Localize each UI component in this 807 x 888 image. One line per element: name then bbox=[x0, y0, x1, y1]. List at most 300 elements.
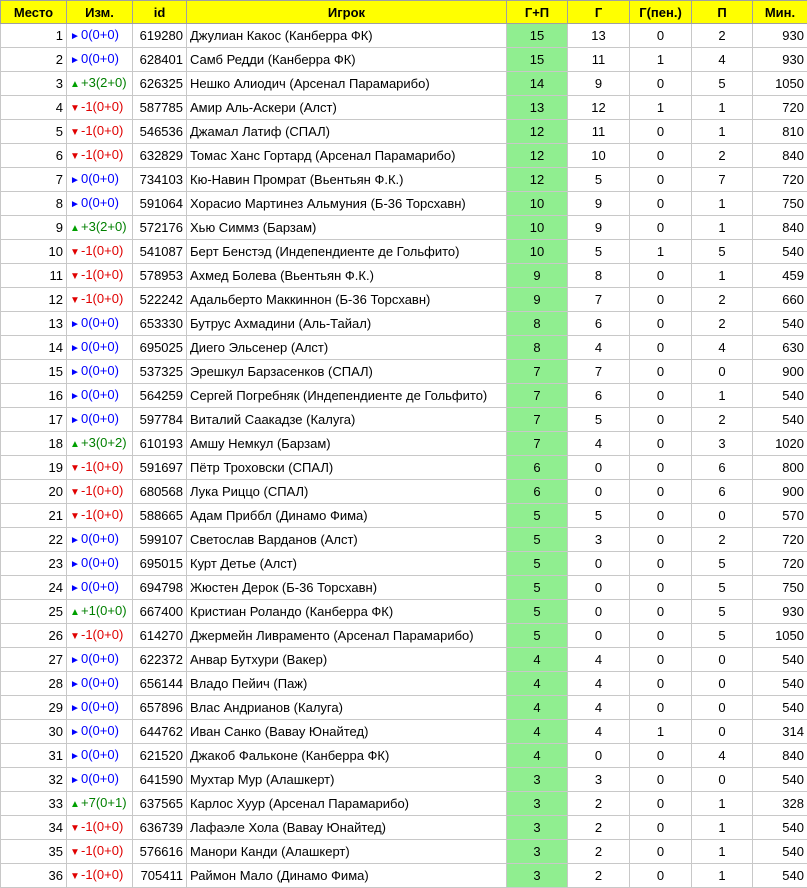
change-cell bbox=[67, 336, 133, 360]
player-cell: Манори Канди (Алашкерт) bbox=[187, 840, 507, 864]
minutes-cell: 900 bbox=[753, 360, 807, 384]
place-cell: 24 bbox=[1, 576, 67, 600]
assists-cell: 0 bbox=[692, 696, 753, 720]
minutes-cell: 540 bbox=[753, 696, 807, 720]
change-cell bbox=[67, 240, 133, 264]
goals-cell: 0 bbox=[568, 456, 630, 480]
assists-cell: 2 bbox=[692, 24, 753, 48]
table-row[interactable] bbox=[1, 336, 807, 360]
penalty-goals-cell: 0 bbox=[630, 792, 692, 816]
id-cell: 653330 bbox=[133, 312, 187, 336]
id-cell: 572176 bbox=[133, 216, 187, 240]
assists-cell: 1 bbox=[692, 792, 753, 816]
penalty-goals-cell: 0 bbox=[630, 600, 692, 624]
assists-cell: 0 bbox=[692, 720, 753, 744]
place-cell: 33 bbox=[1, 792, 67, 816]
change-cell bbox=[67, 216, 133, 240]
table-row[interactable] bbox=[1, 24, 807, 48]
goals-plus-assists-cell: 10 bbox=[507, 216, 568, 240]
goals-cell: 2 bbox=[568, 792, 630, 816]
arrow-down-icon: ▼ bbox=[70, 626, 79, 647]
penalty-goals-cell: 0 bbox=[630, 576, 692, 600]
minutes-cell: 540 bbox=[753, 312, 807, 336]
table-row[interactable] bbox=[1, 216, 807, 240]
penalty-goals-cell: 0 bbox=[630, 24, 692, 48]
table-row[interactable] bbox=[1, 576, 807, 600]
id-cell: 546536 bbox=[133, 120, 187, 144]
arrow-right-icon: ► bbox=[70, 698, 79, 719]
goals-plus-assists-cell: 5 bbox=[507, 576, 568, 600]
table-row[interactable] bbox=[1, 456, 807, 480]
table-row[interactable] bbox=[1, 864, 807, 888]
place-cell: 20 bbox=[1, 480, 67, 504]
header-minutes[interactable]: Мин. bbox=[753, 1, 807, 24]
change-value: 0(0+0) bbox=[81, 531, 119, 546]
header-goals[interactable]: Г bbox=[568, 1, 630, 24]
assists-cell: 2 bbox=[692, 288, 753, 312]
change-cell bbox=[67, 744, 133, 768]
player-cell: Анвар Бутхури (Вакер) bbox=[187, 648, 507, 672]
arrow-up-icon: ▲ bbox=[70, 794, 79, 815]
arrow-down-icon: ▼ bbox=[70, 842, 79, 863]
header-penalty-goals[interactable]: Г(пен.) bbox=[630, 1, 692, 24]
change-value: -1(0+0) bbox=[81, 267, 123, 282]
assists-cell: 3 bbox=[692, 432, 753, 456]
id-cell: 599107 bbox=[133, 528, 187, 552]
table-row[interactable] bbox=[1, 816, 807, 840]
arrow-up-icon: ▲ bbox=[70, 218, 79, 239]
goals-cell: 7 bbox=[568, 288, 630, 312]
place-cell: 4 bbox=[1, 96, 67, 120]
goals-cell: 9 bbox=[568, 216, 630, 240]
change-value: 0(0+0) bbox=[81, 699, 119, 714]
minutes-cell: 840 bbox=[753, 744, 807, 768]
player-cell: Влас Андрианов (Калуга) bbox=[187, 696, 507, 720]
penalty-goals-cell: 0 bbox=[630, 384, 692, 408]
minutes-cell: 1050 bbox=[753, 624, 807, 648]
arrow-down-icon: ▼ bbox=[70, 866, 79, 887]
table-row[interactable] bbox=[1, 840, 807, 864]
penalty-goals-cell: 0 bbox=[630, 624, 692, 648]
penalty-goals-cell: 0 bbox=[630, 480, 692, 504]
table-row[interactable] bbox=[1, 672, 807, 696]
arrow-down-icon: ▼ bbox=[70, 266, 79, 287]
id-cell: 541087 bbox=[133, 240, 187, 264]
goals-cell: 5 bbox=[568, 504, 630, 528]
arrow-right-icon: ► bbox=[70, 746, 79, 767]
arrow-right-icon: ► bbox=[70, 338, 79, 359]
change-cell bbox=[67, 456, 133, 480]
place-cell: 16 bbox=[1, 384, 67, 408]
minutes-cell: 328 bbox=[753, 792, 807, 816]
penalty-goals-cell: 0 bbox=[630, 648, 692, 672]
table-row[interactable] bbox=[1, 744, 807, 768]
player-cell: Адальберто Маккиннон (Б-36 Торсхавн) bbox=[187, 288, 507, 312]
goals-cell: 4 bbox=[568, 648, 630, 672]
change-value: 0(0+0) bbox=[81, 363, 119, 378]
change-value: 0(0+0) bbox=[81, 315, 119, 330]
table-row[interactable] bbox=[1, 432, 807, 456]
penalty-goals-cell: 0 bbox=[630, 744, 692, 768]
goals-plus-assists-cell: 4 bbox=[507, 696, 568, 720]
place-cell: 15 bbox=[1, 360, 67, 384]
change-value: -1(0+0) bbox=[81, 507, 123, 522]
goals-cell: 4 bbox=[568, 672, 630, 696]
header-assists[interactable]: П bbox=[692, 1, 753, 24]
goals-cell: 6 bbox=[568, 312, 630, 336]
penalty-goals-cell: 0 bbox=[630, 336, 692, 360]
penalty-goals-cell: 0 bbox=[630, 216, 692, 240]
player-cell: Кристиан Роландо (Канберра ФК) bbox=[187, 600, 507, 624]
table-row[interactable] bbox=[1, 312, 807, 336]
arrow-right-icon: ► bbox=[70, 194, 79, 215]
goals-plus-assists-cell: 8 bbox=[507, 336, 568, 360]
minutes-cell: 540 bbox=[753, 408, 807, 432]
goals-plus-assists-cell: 5 bbox=[507, 600, 568, 624]
table-row[interactable] bbox=[1, 552, 807, 576]
arrow-right-icon: ► bbox=[70, 26, 79, 47]
minutes-cell: 540 bbox=[753, 384, 807, 408]
id-cell: 628401 bbox=[133, 48, 187, 72]
place-cell: 13 bbox=[1, 312, 67, 336]
change-cell bbox=[67, 72, 133, 96]
goals-plus-assists-cell: 14 bbox=[507, 72, 568, 96]
change-cell bbox=[67, 264, 133, 288]
place-cell: 17 bbox=[1, 408, 67, 432]
id-cell: 667400 bbox=[133, 600, 187, 624]
goals-cell: 2 bbox=[568, 864, 630, 888]
arrow-down-icon: ▼ bbox=[70, 482, 79, 503]
table-row[interactable] bbox=[1, 168, 807, 192]
arrow-right-icon: ► bbox=[70, 578, 79, 599]
goals-plus-assists-cell: 5 bbox=[507, 624, 568, 648]
minutes-cell: 720 bbox=[753, 168, 807, 192]
goals-cell: 0 bbox=[568, 552, 630, 576]
table-row[interactable] bbox=[1, 48, 807, 72]
change-cell bbox=[67, 792, 133, 816]
change-cell bbox=[67, 192, 133, 216]
goals-plus-assists-cell: 9 bbox=[507, 264, 568, 288]
place-cell: 31 bbox=[1, 744, 67, 768]
id-cell: 695015 bbox=[133, 552, 187, 576]
change-cell bbox=[67, 120, 133, 144]
arrow-right-icon: ► bbox=[70, 410, 79, 431]
player-cell: Кю-Навин Промрат (Вьентьян Ф.К.) bbox=[187, 168, 507, 192]
assists-cell: 1 bbox=[692, 384, 753, 408]
minutes-cell: 540 bbox=[753, 864, 807, 888]
goals-plus-assists-cell: 7 bbox=[507, 384, 568, 408]
place-cell: 3 bbox=[1, 72, 67, 96]
assists-cell: 4 bbox=[692, 336, 753, 360]
assists-cell: 1 bbox=[692, 816, 753, 840]
assists-cell: 1 bbox=[692, 840, 753, 864]
player-cell: Хорасио Мартинез Альмуния (Б-36 Торсхавн) bbox=[187, 192, 507, 216]
table-row[interactable] bbox=[1, 528, 807, 552]
change-cell bbox=[67, 768, 133, 792]
table-row[interactable] bbox=[1, 408, 807, 432]
header-goals-plus-assists[interactable]: Г+П bbox=[507, 1, 568, 24]
header-player[interactable]: Игрок bbox=[187, 1, 507, 24]
change-value: +1(0+0) bbox=[81, 603, 127, 618]
penalty-goals-cell: 0 bbox=[630, 768, 692, 792]
id-cell: 657896 bbox=[133, 696, 187, 720]
assists-cell: 2 bbox=[692, 528, 753, 552]
player-cell: Жюстен Дерок (Б-36 Торсхавн) bbox=[187, 576, 507, 600]
place-cell: 18 bbox=[1, 432, 67, 456]
table-row[interactable] bbox=[1, 240, 807, 264]
change-value: -1(0+0) bbox=[81, 243, 123, 258]
player-cell: Диего Эльсенер (Алст) bbox=[187, 336, 507, 360]
id-cell: 588665 bbox=[133, 504, 187, 528]
arrow-down-icon: ▼ bbox=[70, 242, 79, 263]
penalty-goals-cell: 0 bbox=[630, 264, 692, 288]
minutes-cell: 800 bbox=[753, 456, 807, 480]
goals-plus-assists-cell: 3 bbox=[507, 840, 568, 864]
goals-plus-assists-cell: 4 bbox=[507, 672, 568, 696]
arrow-right-icon: ► bbox=[70, 170, 79, 191]
change-value: -1(0+0) bbox=[81, 459, 123, 474]
minutes-cell: 540 bbox=[753, 672, 807, 696]
table-row[interactable] bbox=[1, 192, 807, 216]
penalty-goals-cell: 0 bbox=[630, 72, 692, 96]
change-value: -1(0+0) bbox=[81, 819, 123, 834]
goals-cell: 5 bbox=[568, 240, 630, 264]
assists-cell: 1 bbox=[692, 192, 753, 216]
id-cell: 564259 bbox=[133, 384, 187, 408]
goals-plus-assists-cell: 15 bbox=[507, 24, 568, 48]
penalty-goals-cell: 0 bbox=[630, 288, 692, 312]
change-value: 0(0+0) bbox=[81, 579, 119, 594]
arrow-down-icon: ▼ bbox=[70, 506, 79, 527]
header-id[interactable]: id bbox=[133, 1, 187, 24]
change-cell bbox=[67, 288, 133, 312]
goals-plus-assists-cell: 3 bbox=[507, 864, 568, 888]
minutes-cell: 1050 bbox=[753, 72, 807, 96]
table-row[interactable] bbox=[1, 120, 807, 144]
table-row[interactable] bbox=[1, 264, 807, 288]
goals-cell: 9 bbox=[568, 192, 630, 216]
place-cell: 30 bbox=[1, 720, 67, 744]
goals-cell: 3 bbox=[568, 528, 630, 552]
place-cell: 9 bbox=[1, 216, 67, 240]
goals-cell: 4 bbox=[568, 336, 630, 360]
arrow-right-icon: ► bbox=[70, 50, 79, 71]
change-cell bbox=[67, 48, 133, 72]
place-cell: 32 bbox=[1, 768, 67, 792]
change-value: +3(0+2) bbox=[81, 435, 127, 450]
goals-plus-assists-cell: 5 bbox=[507, 552, 568, 576]
player-cell: Иван Санко (Вавау Юнайтед) bbox=[187, 720, 507, 744]
goals-plus-assists-cell: 10 bbox=[507, 192, 568, 216]
goals-plus-assists-cell: 6 bbox=[507, 480, 568, 504]
arrow-down-icon: ▼ bbox=[70, 818, 79, 839]
assists-cell: 6 bbox=[692, 456, 753, 480]
penalty-goals-cell: 0 bbox=[630, 360, 692, 384]
change-cell bbox=[67, 624, 133, 648]
table-row[interactable] bbox=[1, 720, 807, 744]
table-row[interactable] bbox=[1, 288, 807, 312]
arrow-right-icon: ► bbox=[70, 362, 79, 383]
arrow-up-icon: ▲ bbox=[70, 434, 79, 455]
table-row[interactable] bbox=[1, 72, 807, 96]
player-cell: Лука Риццо (СПАЛ) bbox=[187, 480, 507, 504]
id-cell: 576616 bbox=[133, 840, 187, 864]
minutes-cell: 1020 bbox=[753, 432, 807, 456]
place-cell: 8 bbox=[1, 192, 67, 216]
id-cell: 591064 bbox=[133, 192, 187, 216]
table-row[interactable] bbox=[1, 600, 807, 624]
change-value: 0(0+0) bbox=[81, 747, 119, 762]
place-cell: 1 bbox=[1, 24, 67, 48]
table-row[interactable] bbox=[1, 480, 807, 504]
penalty-goals-cell: 0 bbox=[630, 312, 692, 336]
player-cell: Пётр Троховски (СПАЛ) bbox=[187, 456, 507, 480]
arrow-down-icon: ▼ bbox=[70, 458, 79, 479]
place-cell: 10 bbox=[1, 240, 67, 264]
player-cell: Лафаэле Хола (Вавау Юнайтед) bbox=[187, 816, 507, 840]
id-cell: 637565 bbox=[133, 792, 187, 816]
place-cell: 35 bbox=[1, 840, 67, 864]
change-cell bbox=[67, 360, 133, 384]
table-row[interactable] bbox=[1, 96, 807, 120]
change-cell bbox=[67, 144, 133, 168]
minutes-cell: 314 bbox=[753, 720, 807, 744]
change-cell bbox=[67, 696, 133, 720]
assists-cell: 1 bbox=[692, 96, 753, 120]
table-body bbox=[1, 24, 807, 888]
arrow-right-icon: ► bbox=[70, 530, 79, 551]
table-row[interactable] bbox=[1, 360, 807, 384]
id-cell: 578953 bbox=[133, 264, 187, 288]
goals-cell: 11 bbox=[568, 48, 630, 72]
header-place[interactable]: Место bbox=[1, 1, 67, 24]
id-cell: 636739 bbox=[133, 816, 187, 840]
change-cell bbox=[67, 96, 133, 120]
goals-plus-assists-cell: 13 bbox=[507, 96, 568, 120]
change-value: -1(0+0) bbox=[81, 123, 123, 138]
change-value: 0(0+0) bbox=[81, 339, 119, 354]
assists-cell: 0 bbox=[692, 360, 753, 384]
assists-cell: 4 bbox=[692, 744, 753, 768]
change-cell bbox=[67, 480, 133, 504]
goals-cell: 4 bbox=[568, 696, 630, 720]
table-row[interactable] bbox=[1, 624, 807, 648]
assists-cell: 5 bbox=[692, 600, 753, 624]
penalty-goals-cell: 1 bbox=[630, 96, 692, 120]
change-value: +3(2+0) bbox=[81, 219, 127, 234]
goals-plus-assists-cell: 4 bbox=[507, 720, 568, 744]
goals-plus-assists-cell: 7 bbox=[507, 360, 568, 384]
header-change[interactable]: Изм. bbox=[67, 1, 133, 24]
place-cell: 26 bbox=[1, 624, 67, 648]
minutes-cell: 930 bbox=[753, 600, 807, 624]
minutes-cell: 540 bbox=[753, 840, 807, 864]
minutes-cell: 720 bbox=[753, 528, 807, 552]
change-value: 0(0+0) bbox=[81, 555, 119, 570]
goals-cell: 13 bbox=[568, 24, 630, 48]
table-row[interactable] bbox=[1, 144, 807, 168]
table-row[interactable] bbox=[1, 384, 807, 408]
assists-cell: 2 bbox=[692, 408, 753, 432]
id-cell: 587785 bbox=[133, 96, 187, 120]
change-cell bbox=[67, 528, 133, 552]
table-row[interactable] bbox=[1, 648, 807, 672]
id-cell: 705411 bbox=[133, 864, 187, 888]
penalty-goals-cell: 1 bbox=[630, 48, 692, 72]
goals-plus-assists-cell: 5 bbox=[507, 528, 568, 552]
player-cell: Хью Симмз (Барзам) bbox=[187, 216, 507, 240]
assists-cell: 1 bbox=[692, 264, 753, 288]
assists-cell: 5 bbox=[692, 72, 753, 96]
assists-cell: 0 bbox=[692, 648, 753, 672]
place-cell: 36 bbox=[1, 864, 67, 888]
assists-cell: 5 bbox=[692, 552, 753, 576]
goals-plus-assists-cell: 7 bbox=[507, 408, 568, 432]
goals-plus-assists-cell: 4 bbox=[507, 744, 568, 768]
change-cell bbox=[67, 552, 133, 576]
change-value: -1(0+0) bbox=[81, 867, 123, 882]
place-cell: 12 bbox=[1, 288, 67, 312]
player-cell: Курт Детье (Алст) bbox=[187, 552, 507, 576]
assists-cell: 0 bbox=[692, 672, 753, 696]
change-cell bbox=[67, 600, 133, 624]
minutes-cell: 540 bbox=[753, 768, 807, 792]
assists-cell: 0 bbox=[692, 504, 753, 528]
change-value: 0(0+0) bbox=[81, 171, 119, 186]
change-value: -1(0+0) bbox=[81, 843, 123, 858]
minutes-cell: 630 bbox=[753, 336, 807, 360]
player-cell: Джамал Латиф (СПАЛ) bbox=[187, 120, 507, 144]
penalty-goals-cell: 0 bbox=[630, 864, 692, 888]
penalty-goals-cell: 0 bbox=[630, 528, 692, 552]
goals-plus-assists-cell: 6 bbox=[507, 456, 568, 480]
change-value: -1(0+0) bbox=[81, 627, 123, 642]
player-cell: Томас Ханс Гортард (Арсенал Парамарибо) bbox=[187, 144, 507, 168]
change-value: 0(0+0) bbox=[81, 195, 119, 210]
goals-plus-assists-cell: 5 bbox=[507, 504, 568, 528]
minutes-cell: 540 bbox=[753, 816, 807, 840]
assists-cell: 1 bbox=[692, 120, 753, 144]
table-row[interactable] bbox=[1, 768, 807, 792]
table-row[interactable] bbox=[1, 504, 807, 528]
goals-plus-assists-cell: 3 bbox=[507, 792, 568, 816]
goals-plus-assists-cell: 15 bbox=[507, 48, 568, 72]
goals-cell: 4 bbox=[568, 720, 630, 744]
table-row[interactable] bbox=[1, 792, 807, 816]
player-cell: Самб Редди (Канберра ФК) bbox=[187, 48, 507, 72]
goals-plus-assists-cell: 12 bbox=[507, 144, 568, 168]
arrow-right-icon: ► bbox=[70, 554, 79, 575]
arrow-right-icon: ► bbox=[70, 770, 79, 791]
penalty-goals-cell: 1 bbox=[630, 240, 692, 264]
id-cell: 591697 bbox=[133, 456, 187, 480]
table-row[interactable] bbox=[1, 696, 807, 720]
penalty-goals-cell: 0 bbox=[630, 408, 692, 432]
goals-plus-assists-cell: 3 bbox=[507, 816, 568, 840]
penalty-goals-cell: 0 bbox=[630, 192, 692, 216]
assists-cell: 7 bbox=[692, 168, 753, 192]
goals-cell: 0 bbox=[568, 624, 630, 648]
minutes-cell: 570 bbox=[753, 504, 807, 528]
arrow-down-icon: ▼ bbox=[70, 98, 79, 119]
change-cell bbox=[67, 312, 133, 336]
minutes-cell: 750 bbox=[753, 576, 807, 600]
arrow-right-icon: ► bbox=[70, 314, 79, 335]
change-value: -1(0+0) bbox=[81, 483, 123, 498]
change-cell bbox=[67, 384, 133, 408]
change-cell bbox=[67, 816, 133, 840]
goals-plus-assists-cell: 3 bbox=[507, 768, 568, 792]
